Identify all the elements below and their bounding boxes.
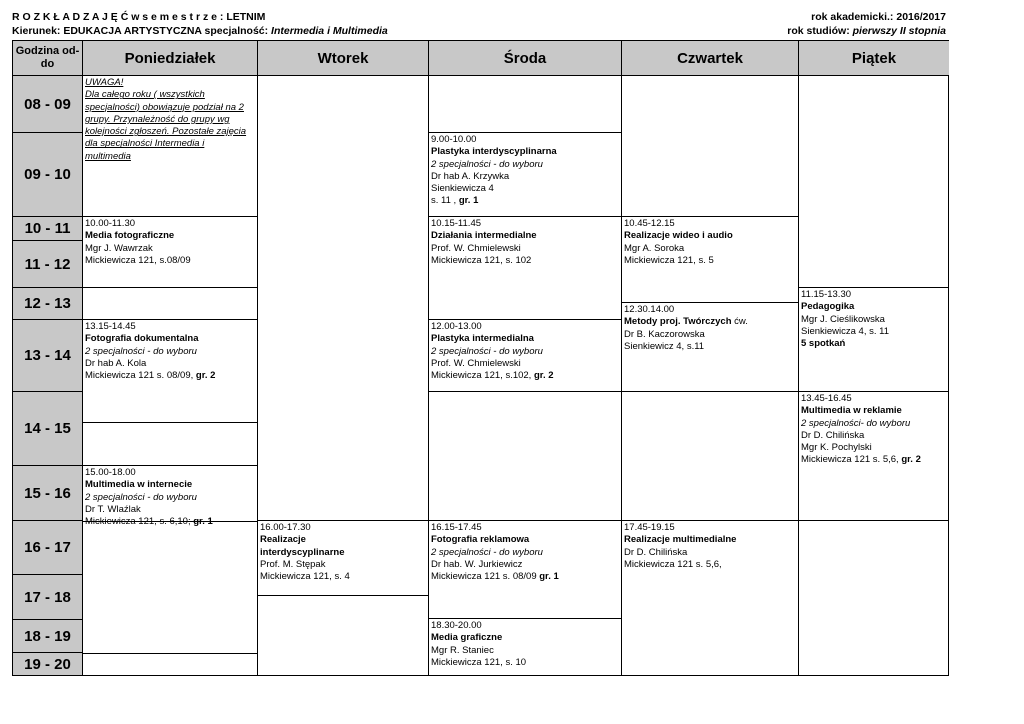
class-teacher: Mgr A. Soroka <box>624 242 685 254</box>
class-room: s. 11 , <box>431 195 457 207</box>
class-realizacje-multimedialne <box>622 521 799 675</box>
note-line: Dla całego roku ( wszystkich <box>85 89 205 101</box>
class-teacher: Mgr J. Cieślikowska <box>801 313 885 325</box>
day-header-wednesday: Środa <box>429 41 622 76</box>
class-media-fotograficzne <box>83 217 258 288</box>
class-title: Realizacje wideo i audio <box>624 230 733 242</box>
class-title: Media fotograficzne <box>85 230 175 242</box>
note-line: dla specjalności Intermedia i <box>85 138 205 150</box>
schedule-grid <box>12 40 949 676</box>
class-time: 12.30.14.00 <box>624 304 675 315</box>
class-multimedia-w-reklamie <box>799 392 949 521</box>
class-place: Mickiewicza 121, s. 102 <box>431 254 532 266</box>
class-extra: 5 spotkań <box>801 338 846 350</box>
class-title: Fotografia dokumentalna <box>85 333 199 345</box>
class-note: 2 specjalności - do wyboru <box>431 345 543 357</box>
class-media-graficzne <box>429 619 622 675</box>
day-header-thursday: Czwartek <box>622 41 799 76</box>
class-time: 16.15-17.45 <box>431 522 482 533</box>
class-time: 16.00-17.30 <box>260 522 311 533</box>
monday-note-cell <box>83 76 258 217</box>
time-slot: 09 - 10 <box>13 133 83 217</box>
class-metody-proj-tworczych <box>622 303 799 392</box>
class-title: Realizacje multimedialne <box>624 534 737 546</box>
class-time: 9.00-10.00 <box>431 134 477 145</box>
class-teacher: Mgr K. Pochylski <box>801 442 872 454</box>
class-teacher: Prof. W. Chmielewski <box>431 242 521 254</box>
class-teacher: Dr D. Chilińska <box>624 546 688 558</box>
class-place: Mickiewicza 121, s. 5 <box>624 254 714 266</box>
empty-cell <box>258 596 429 675</box>
class-realizacje-wideo-audio <box>622 217 799 303</box>
row-divider <box>83 521 258 522</box>
note-line: kolejności zgłoszeń. Pozostałe zajęcia <box>85 126 247 138</box>
class-teacher: Prof. W. Chmielewski <box>431 357 521 369</box>
class-teacher: Dr hab A. Kola <box>85 357 147 369</box>
class-teacher: Prof. M. Stępak <box>260 558 326 570</box>
class-group: gr. 2 <box>195 370 216 382</box>
class-title: Multimedia w internecie <box>85 479 193 491</box>
class-group: gr. 2 <box>901 454 921 466</box>
day-header-monday: Poniedziałek <box>83 41 258 76</box>
empty-cell <box>429 392 622 521</box>
time-slot: 18 - 19 <box>13 620 83 653</box>
empty-cell <box>622 76 799 217</box>
time-slot: 15 - 16 <box>13 466 83 521</box>
class-fotografia-reklamowa <box>429 521 622 619</box>
class-plastyka-interdyscyplinarna <box>429 133 622 217</box>
class-multimedia-w-internecie <box>83 466 258 675</box>
study-year-line <box>787 25 946 37</box>
class-title: Realizacje <box>260 534 306 546</box>
time-slot: 13 - 14 <box>13 320 83 392</box>
class-place: Mickiewicza 121, s.08/09 <box>85 254 191 266</box>
direction-line <box>12 25 388 37</box>
class-teacher: Mgr R. Staniec <box>431 644 494 656</box>
direction-prefix: Kierunek: EDUKACJA ARTYSTYCZNA specjalność: <box>12 25 272 37</box>
time-slot: 10 - 11 <box>13 217 83 241</box>
time-slot: 16 - 17 <box>13 521 83 575</box>
class-title: Plastyka interdyscyplinarna <box>431 146 557 158</box>
class-note: 2 specjalności - do wyboru <box>431 546 543 558</box>
class-place: Sienkiewicza 4 <box>431 183 494 195</box>
empty-cell <box>799 76 949 288</box>
class-title: Media graficzne <box>431 632 503 644</box>
class-room-line <box>431 195 619 207</box>
class-realizacje-interdyscyplinarne <box>258 521 429 596</box>
class-place: Sienkiewicz 4, s.11 <box>624 340 705 352</box>
class-teacher: Dr D. Chilińska <box>801 429 865 441</box>
empty-cell <box>83 288 258 320</box>
class-time: 11.15-13.30 <box>801 289 852 300</box>
class-pedagogika <box>799 288 949 392</box>
empty-cell <box>622 392 799 521</box>
class-group: gr. 2 <box>533 370 554 382</box>
class-time: 17.45-19.15 <box>624 522 675 533</box>
time-slot: 08 - 09 <box>13 76 83 133</box>
note-line: grupy. Przynależność do grupy wg <box>85 113 230 125</box>
class-time: 10.00-11.30 <box>85 218 136 229</box>
day-header-tuesday: Wtorek <box>258 41 429 76</box>
class-title: Multimedia w reklamie <box>801 405 902 417</box>
class-place-line <box>431 571 619 583</box>
class-note: 2 specjalności - do wyboru <box>431 158 543 170</box>
class-place: Mickiewicza 121, s. 10 <box>431 656 527 668</box>
class-teacher: Dr B. Kaczorowska <box>624 328 705 340</box>
class-place-line <box>431 370 619 382</box>
schedule-title: R O Z K Ł A D Z A J Ę Ć w s e m e s t r z e : LETNIM <box>12 11 266 23</box>
class-place: Mickiewicza 121, s. 4 <box>260 571 350 583</box>
time-column-header: Godzina od-do <box>13 41 83 76</box>
class-title: Plastyka intermedialna <box>431 333 534 345</box>
study-year-value: pierwszy II stopnia <box>852 25 946 37</box>
class-teacher: Dr hab. W. Jurkiewicz <box>431 558 523 570</box>
class-note: 2 specjalności - do wyboru <box>85 491 197 503</box>
class-place: Mickiewicza 121 s. 08/09, <box>85 370 194 382</box>
class-dzialania-intermedialne <box>429 217 622 320</box>
class-time: 10.15-11.45 <box>431 218 482 229</box>
class-place-line <box>85 516 255 528</box>
class-group: gr. 1 <box>539 571 559 583</box>
class-type: ćw. <box>731 316 748 328</box>
class-place: Mickiewicza 121 s. 5,6, <box>624 558 722 570</box>
class-title: Fotografia reklamowa <box>431 534 530 546</box>
empty-cell <box>258 76 429 521</box>
time-slot: 19 - 20 <box>13 653 83 675</box>
class-time: 10.45-12.15 <box>624 218 675 229</box>
time-slot: 11 - 12 <box>13 241 83 288</box>
class-place: Mickiewicza 121 s. 08/09 <box>431 571 537 583</box>
empty-cell <box>429 76 622 133</box>
class-title: Pedagogika <box>801 301 855 313</box>
class-time: 18.30-20.00 <box>431 620 482 631</box>
class-plastyka-intermedialna <box>429 320 622 392</box>
class-time: 13.45-16.45 <box>801 393 852 404</box>
note-line: specjalności) obowiązuje podział na 2 <box>85 101 244 113</box>
class-group: gr. 1 <box>458 195 479 207</box>
class-note: 2 specjalności- do wyboru <box>801 417 911 429</box>
direction-specialty: Intermedia i Multimedia <box>271 25 388 37</box>
class-title: Działania intermedialne <box>431 230 537 242</box>
empty-cell <box>799 521 949 675</box>
class-teacher: Dr hab A. Krzywka <box>431 170 510 182</box>
class-place-line <box>801 454 947 466</box>
row-divider <box>83 653 258 654</box>
class-place: Mickiewicza 121, s.102, <box>431 370 532 382</box>
time-slot: 17 - 18 <box>13 575 83 620</box>
class-place: Mickiewicza 121 s. 5,6, <box>801 454 899 466</box>
class-fotografia-dokumentalna <box>83 320 258 423</box>
class-time: 15.00-18.00 <box>85 467 136 478</box>
note-line: UWAGA! <box>85 77 124 88</box>
class-time: 12.00-13.00 <box>431 321 482 332</box>
empty-cell <box>83 423 258 466</box>
note-line: multimedia <box>85 150 131 162</box>
class-note: 2 specjalności - do wyboru <box>85 345 197 357</box>
class-title-line <box>624 316 796 328</box>
study-year-prefix: rok studiów: <box>787 25 853 37</box>
class-teacher: Dr T. Wlaźlak <box>85 503 141 515</box>
class-time: 13.15-14.45 <box>85 321 136 332</box>
academic-year: rok akademicki.: 2016/2017 <box>811 11 946 23</box>
day-header-friday: Piątek <box>799 41 949 76</box>
class-place-line <box>85 370 255 382</box>
time-slot: 14 - 15 <box>13 392 83 466</box>
class-teacher: Mgr J. Wawrzak <box>85 242 153 254</box>
class-title: Metody proj. Twórczych <box>624 316 732 328</box>
class-place: Sienkiewicza 4, s. 11 <box>801 325 890 337</box>
class-title: interdyscyplinarne <box>260 546 345 558</box>
time-slot: 12 - 13 <box>13 288 83 320</box>
